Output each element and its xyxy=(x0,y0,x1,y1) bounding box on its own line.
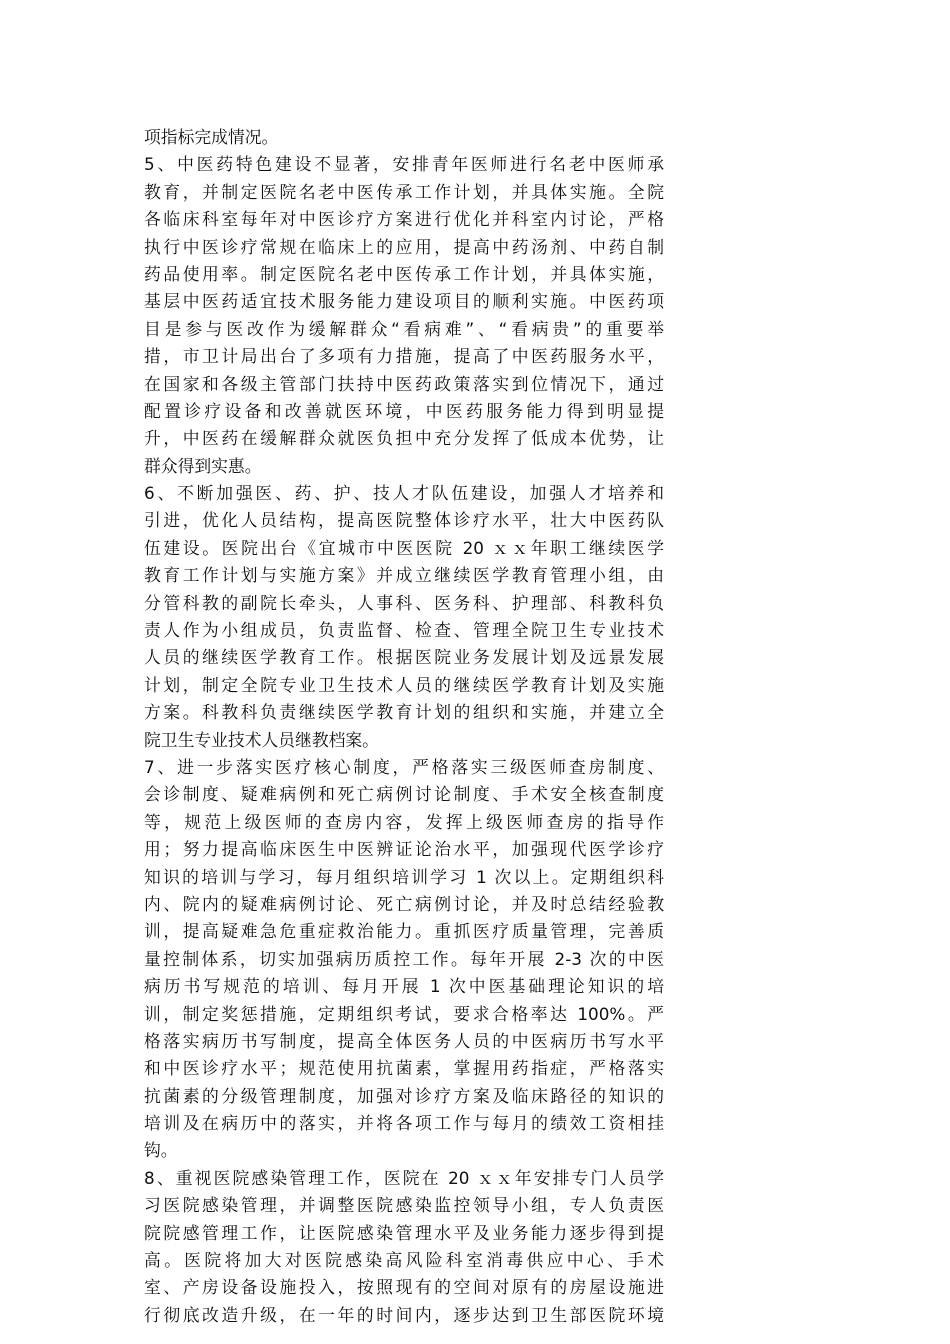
text-line: 格落实病历书写制度，提高全体医务人员的中医病历书写水平 xyxy=(144,1030,664,1051)
document-body xyxy=(144,124,664,1329)
text-line: 引进，优化人员结构，提高医院整体诊疗水平，壮大中医药队 xyxy=(144,510,664,531)
text-line: 计划，制定全院专业卫生技术人员的继续医学教育计划及实施 xyxy=(144,674,664,695)
text-line: 责人作为小组成员，负责监督、检查、管理全院卫生专业技术 xyxy=(144,620,664,641)
text-line: 病历书写规范的培训、每月开展 1 次中医基础理论知识的培 xyxy=(144,976,664,997)
text-line: 6、不断加强医、药、护、技人才队伍建设，加强人才培养和 xyxy=(144,483,664,504)
text-line: 执行中医诊疗常规在临床上的应用，提高中药汤剂、中药自制 xyxy=(144,236,664,257)
text-line: 抗菌素的分级管理制度，加强对诊疗方案及临床路径的知识的 xyxy=(144,1085,664,1106)
text-line: 室、产房设备设施投入，按照现有的空间对原有的房屋设施进 xyxy=(144,1277,664,1298)
text-line: 量控制体系，切实加强病历质控工作。每年开展 2-3 次的中医 xyxy=(144,948,664,969)
text-line: 项指标完成情况。 xyxy=(144,127,279,147)
text-line: 和中医诊疗水平；规范使用抗菌素，掌握用药指症，严格落实 xyxy=(144,1058,664,1079)
text-line: 教育，并制定医院名老中医传承工作计划，并具体实施。全院 xyxy=(144,181,664,202)
text-line: 知识的培训与学习，每月组织培训学习 1 次以上。定期组织科 xyxy=(144,866,664,887)
text-line: 培训及在病历中的落实，并将各项工作与每月的绩效工资相挂 xyxy=(144,1113,664,1134)
text-line: 院院感管理工作，让医院感染管理水平及业务能力逐步得到提 xyxy=(144,1222,664,1243)
text-line: 分管科教的副院长牵头，人事科、医务科、护理部、科教科负 xyxy=(144,592,664,613)
text-line: 训，制定奖惩措施，定期组织考试，要求合格率达 100%。严 xyxy=(144,1003,664,1024)
text-line: 目是参与医改作为缓解群众“看病难”、“看病贵”的重要举 xyxy=(144,318,664,339)
text-line: 内、院内的疑难病例讨论、死亡病例讨论，并及时总结经验教 xyxy=(144,893,664,914)
text-line: 各临床科室每年对中医诊疗方案进行优化并科室内讨论，严格 xyxy=(144,209,664,230)
text-line: 方案。科教科负责继续医学教育计划的组织和实施，并建立全 xyxy=(144,702,664,723)
text-line: 基层中医药适宜技术服务能力建设项目的顺利实施。中医药项 xyxy=(144,291,664,312)
text-line: 钩。 xyxy=(144,1140,178,1161)
text-line: 5、中医药特色建设不显著，安排青年医师进行名老中医师承 xyxy=(144,154,664,175)
text-line: 等，规范上级医师的查房内容，发挥上级医师查房的指导作 xyxy=(144,811,664,832)
text-line: 院卫生专业技术人员继教档案。 xyxy=(144,729,379,750)
text-line: 行彻底改造升级，在一年的时间内，逐步达到卫生部医院环境 xyxy=(144,1304,664,1325)
text-line: 群众得到实惠。 xyxy=(144,455,262,476)
text-line: 升，中医药在缓解群众就医负担中充分发挥了低成本优势，让 xyxy=(144,428,664,449)
text-line: 8、重视医院感染管理工作，医院在 20 ｘｘ年安排专门人员学 xyxy=(144,1167,664,1188)
text-line: 药品使用率。制定医院名老中医传承工作计划，并具体实施， xyxy=(144,263,664,284)
text-line: 人员的继续医学教育工作。根据医院业务发展计划及远景发展 xyxy=(144,647,664,668)
text-line: 习医院感染管理，并调整医院感染监控领导小组，专人负责医 xyxy=(144,1195,664,1216)
text-line: 伍建设。医院出台《宜城市中医医院 20 ｘｘ年职工继续医学 xyxy=(144,537,664,558)
text-line: 教育工作计划与实施方案》并成立继续医学教育管理小组，由 xyxy=(144,565,664,586)
text-line: 措，市卫计局出台了多项有力措施，提高了中医药服务水平， xyxy=(144,346,664,367)
text-line: 会诊制度、疑难病例和死亡病例讨论制度、手术安全核查制度 xyxy=(144,784,664,805)
text-line: 配置诊疗设备和改善就医环境，中医药服务能力得到明显提 xyxy=(144,400,664,421)
text-line: 7、进一步落实医疗核心制度，严格落实三级医师查房制度、 xyxy=(144,756,664,777)
text-line: 训，提高疑难急危重症救治能力。重抓医疗质量管理，完善质 xyxy=(144,921,664,942)
text-line: 用；努力提高临床医生中医辨证论治水平，加强现代医学诊疗 xyxy=(144,839,664,860)
text-line: 在国家和各级主管部门扶持中医药政策落实到位情况下，通过 xyxy=(144,373,664,394)
text-line: 高。医院将加大对医院感染高风险科室消毒供应中心、手术 xyxy=(144,1250,664,1271)
